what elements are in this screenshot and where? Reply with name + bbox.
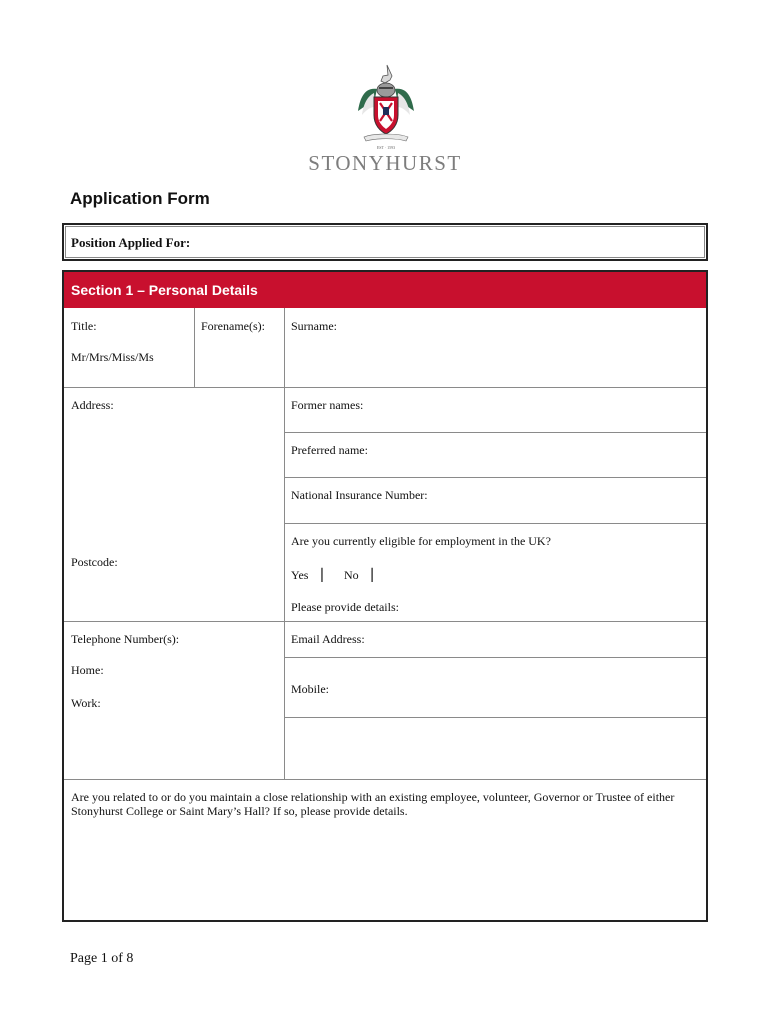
divider <box>64 387 706 388</box>
preferred-name-field[interactable]: Preferred name: <box>291 443 368 457</box>
school-crest-icon <box>354 63 418 153</box>
work-phone-field[interactable]: Work: <box>71 696 101 710</box>
page-number: Page 1 of 8 <box>70 951 134 966</box>
home-phone-field[interactable]: Home: <box>71 663 104 677</box>
divider <box>284 657 706 658</box>
extra-contact-field[interactable] <box>285 718 706 779</box>
eligibility-no-option[interactable]: No ▏ <box>344 568 381 582</box>
checkbox-icon: ▏ <box>371 568 381 582</box>
title-field[interactable]: Title: <box>71 319 97 333</box>
eligibility-yes-option[interactable]: Yes ▏ <box>291 568 331 582</box>
document-title: Application Form <box>70 189 210 208</box>
relationship-question: Are you related to or do you maintain a close relationship with an existing employee, volunteer, Governor or Trustee of either Stonyhurst College or Saint Mary’s Hall? If so, please provide details. <box>71 790 675 818</box>
surname-field[interactable]: Surname: <box>291 319 337 333</box>
ni-number-field[interactable]: National Insurance Number: <box>291 488 428 502</box>
title-options: Mr/Mrs/Miss/Ms <box>71 350 154 364</box>
eligibility-details-field[interactable]: Please provide details: <box>291 600 399 614</box>
personal-details-section <box>62 270 708 922</box>
brand-wordmark: STONYHURST <box>308 151 462 175</box>
checkbox-icon: ▏ <box>321 568 331 582</box>
relationship-details-field[interactable] <box>64 822 706 918</box>
position-applied-label: Position Applied For: <box>71 235 191 250</box>
mobile-field[interactable]: Mobile: <box>291 682 329 696</box>
address-field[interactable]: Address: <box>71 398 114 412</box>
telephone-label: Telephone Number(s): <box>71 632 180 646</box>
divider <box>64 779 706 780</box>
eligibility-question: Are you currently eligible for employment in the UK? <box>291 534 551 548</box>
divider <box>284 308 285 780</box>
divider <box>194 308 195 387</box>
postcode-field[interactable]: Postcode: <box>71 555 118 569</box>
forenames-field[interactable]: Forename(s): <box>201 319 265 333</box>
divider <box>284 523 706 524</box>
divider <box>64 621 706 622</box>
email-field[interactable]: Email Address: <box>291 632 365 646</box>
divider <box>284 477 706 478</box>
divider <box>284 432 706 433</box>
position-applied-field[interactable] <box>62 223 708 261</box>
svg-text:EST · 1593: EST · 1593 <box>376 145 396 150</box>
former-names-field[interactable]: Former names: <box>291 398 364 412</box>
section-heading: Section 1 – Personal Details <box>64 272 706 308</box>
